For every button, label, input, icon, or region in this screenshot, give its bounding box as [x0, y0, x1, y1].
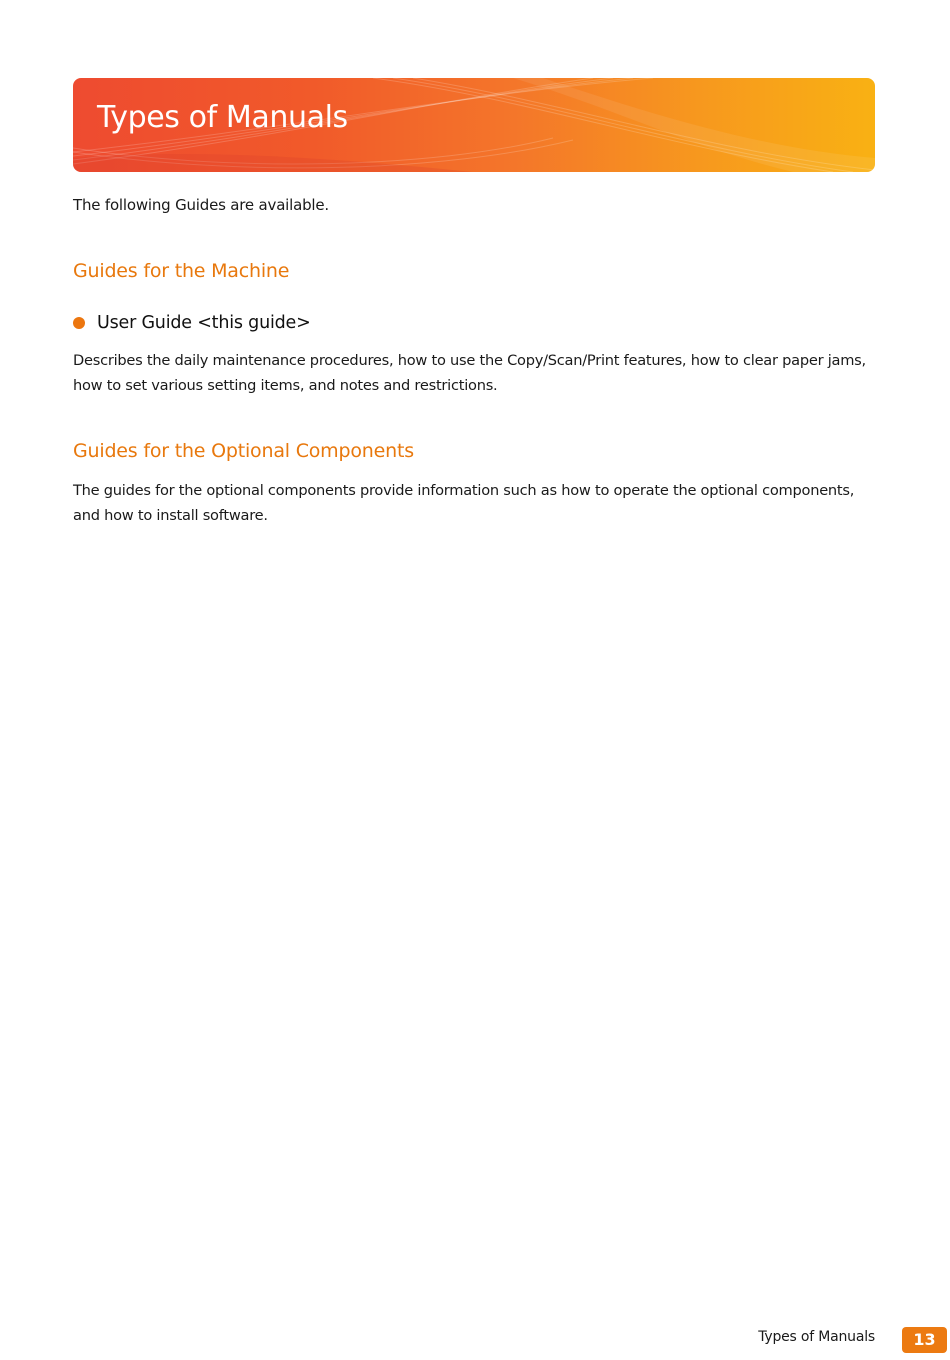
page-number-badge: 13 — [902, 1327, 947, 1353]
title-banner — [73, 78, 875, 172]
page-title: Types of Manuals — [97, 100, 348, 135]
optional-components-description: The guides for the optional components provide information such as how to operate the optional components, and how to install software. — [73, 482, 855, 524]
bullet-item-user-guide — [73, 313, 311, 333]
intro-text: The following Guides are available. — [73, 196, 329, 214]
bullet-item-title: User Guide <this guide> — [97, 313, 311, 333]
user-guide-description: Describes the daily maintenance procedures, how to use the Copy/Scan/Print features, how to clear paper jams, how to set various setting items, and notes and restrictions. — [73, 352, 866, 394]
section-heading-machine: Guides for the Machine — [73, 260, 290, 282]
bullet-dot-icon — [73, 317, 85, 329]
footer-section-label: Types of Manuals — [758, 1329, 875, 1345]
section-heading-optional-components: Guides for the Optional Components — [73, 440, 414, 462]
